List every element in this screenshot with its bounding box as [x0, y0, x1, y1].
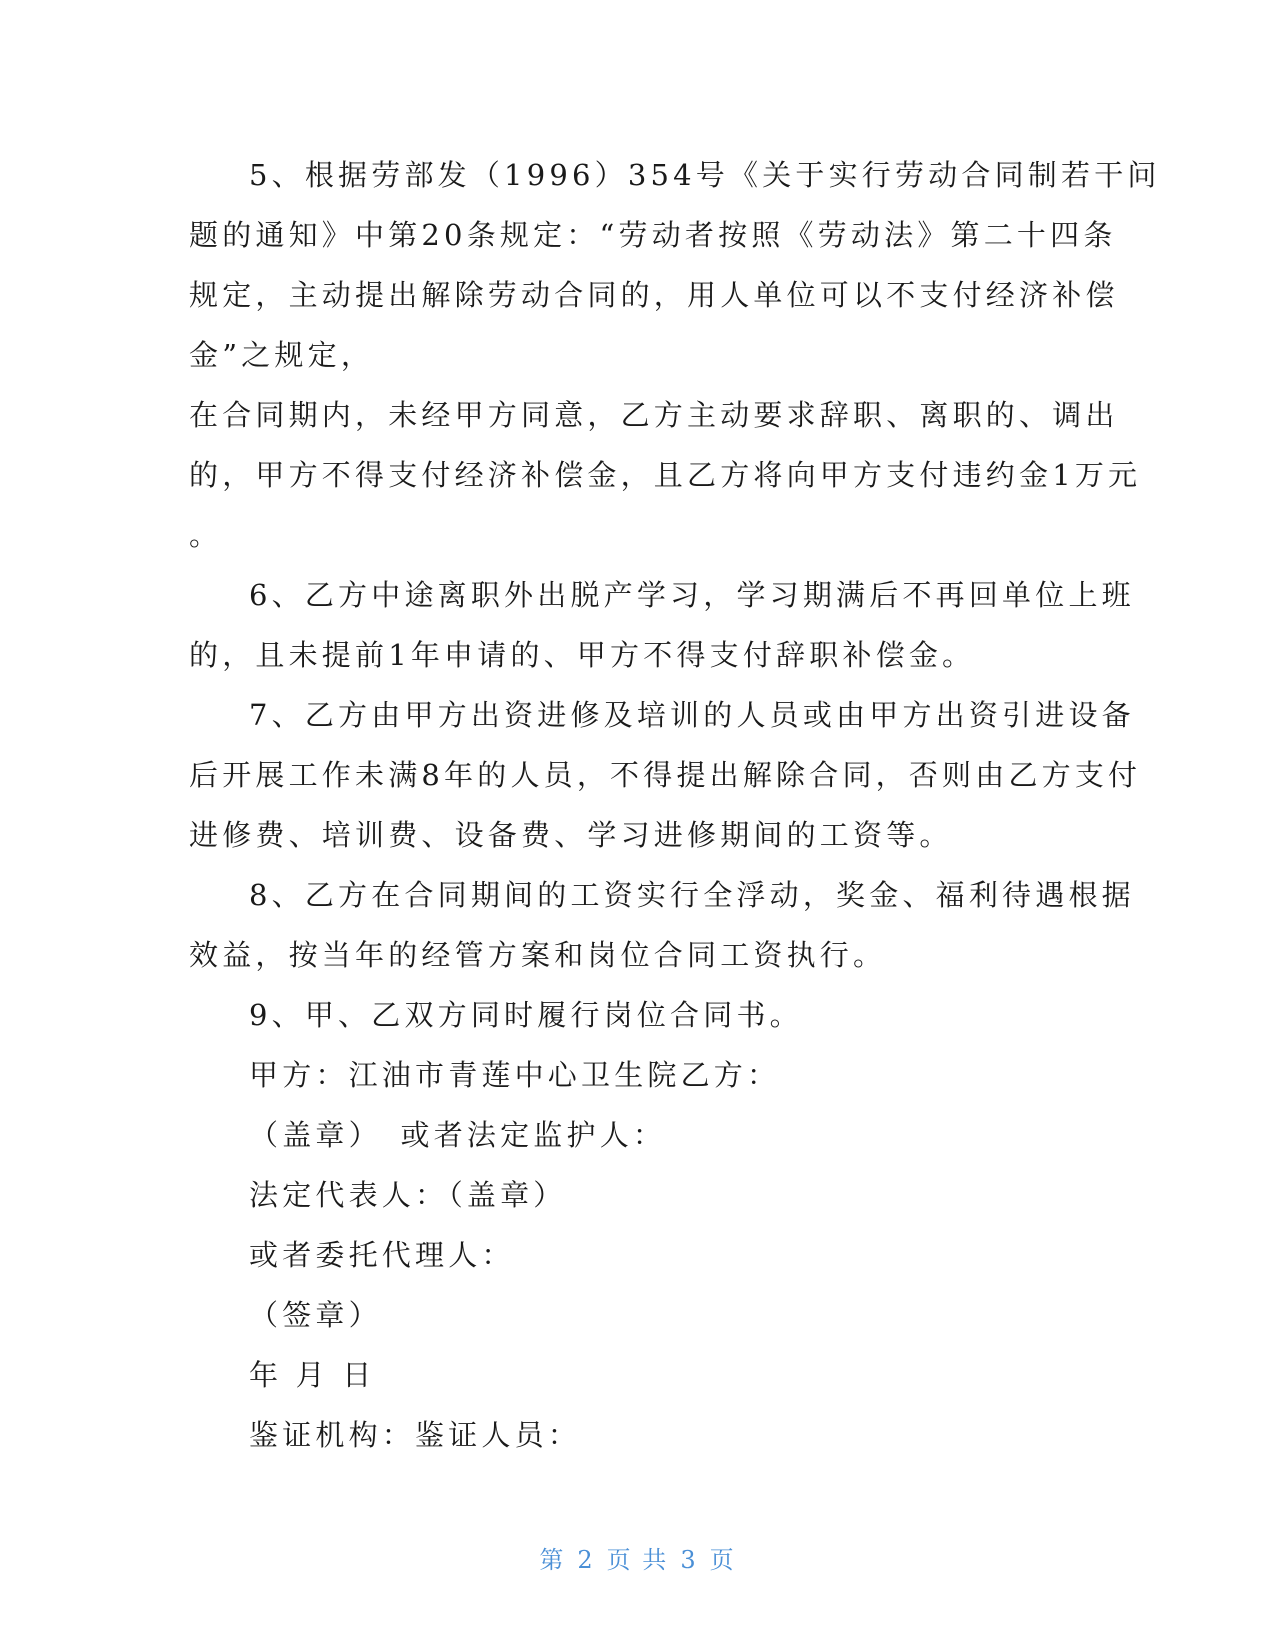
clause-9: 9、甲、乙双方同时履行岗位合同书。	[249, 998, 803, 1032]
footer-prefix: 第	[539, 1546, 566, 1574]
clause-7-line-3: 进修费、培训费、设备费、学习进修期间的工资等。	[189, 818, 953, 852]
clause-6-line-1: 6、乙方中途离职外出脱产学习，学习期满后不再回单位上班	[249, 578, 1135, 612]
clause-7-line-1: 7、乙方由甲方出资进修及培训的人员或由甲方出资引进设备	[249, 698, 1135, 732]
clause-7-line-2: 后开展工作未满8年的人员，不得提出解除合同，否则由乙方支付	[189, 758, 1142, 792]
clause-8-line-2: 效益，按当年的经管方案和岗位合同工资执行。	[189, 938, 887, 972]
total-pages-number: 3	[680, 1546, 698, 1574]
clause-5-line-3: 规定，主动提出解除劳动合同的，用人单位可以不支付经济补偿	[189, 278, 1119, 312]
clause-6-line-2: 的，且未提前1年申请的、甲方不得支付辞职补偿金。	[189, 638, 976, 672]
clause-5-line-6: 的，甲方不得支付经济补偿金，且乙方将向甲方支付违约金1万元	[189, 458, 1142, 492]
footer-suffix: 页	[709, 1546, 736, 1574]
seal-guardian-line: （盖章） 或者法定监护人：	[249, 1118, 667, 1152]
clause-5-line-5: 在合同期内，未经甲方同意，乙方主动要求辞职、离职的、调出	[189, 398, 1119, 432]
page-footer	[0, 1540, 1275, 1575]
clause-5-line-7: 。	[189, 518, 223, 552]
notary-line: 鉴证机构：鉴证人员：	[249, 1418, 582, 1452]
party-a-line: 甲方：江油市青莲中心卫生院乙方：	[249, 1058, 781, 1092]
signature-line: （签章）	[249, 1298, 382, 1332]
footer-mid: 页 共	[606, 1546, 669, 1574]
clause-5-line-2: 题的通知》中第20条规定：“劳动者按照《劳动法》第二十四条	[189, 218, 1117, 252]
legal-representative-line: 法定代表人：（盖章）	[249, 1178, 567, 1212]
current-page-number: 2	[577, 1546, 595, 1574]
date-line: 年 月 日	[249, 1358, 376, 1392]
clause-5-line-1: 5、根据劳部发（1996）354号《关于实行劳动合同制若干问	[249, 158, 1161, 192]
clause-5-line-4: 金”之规定，	[189, 338, 375, 372]
clause-8-line-1: 8、乙方在合同期间的工资实行全浮动，奖金、福利待遇根据	[249, 878, 1135, 912]
authorized-agent-line: 或者委托代理人：	[249, 1238, 515, 1272]
contract-body	[189, 145, 1161, 1465]
